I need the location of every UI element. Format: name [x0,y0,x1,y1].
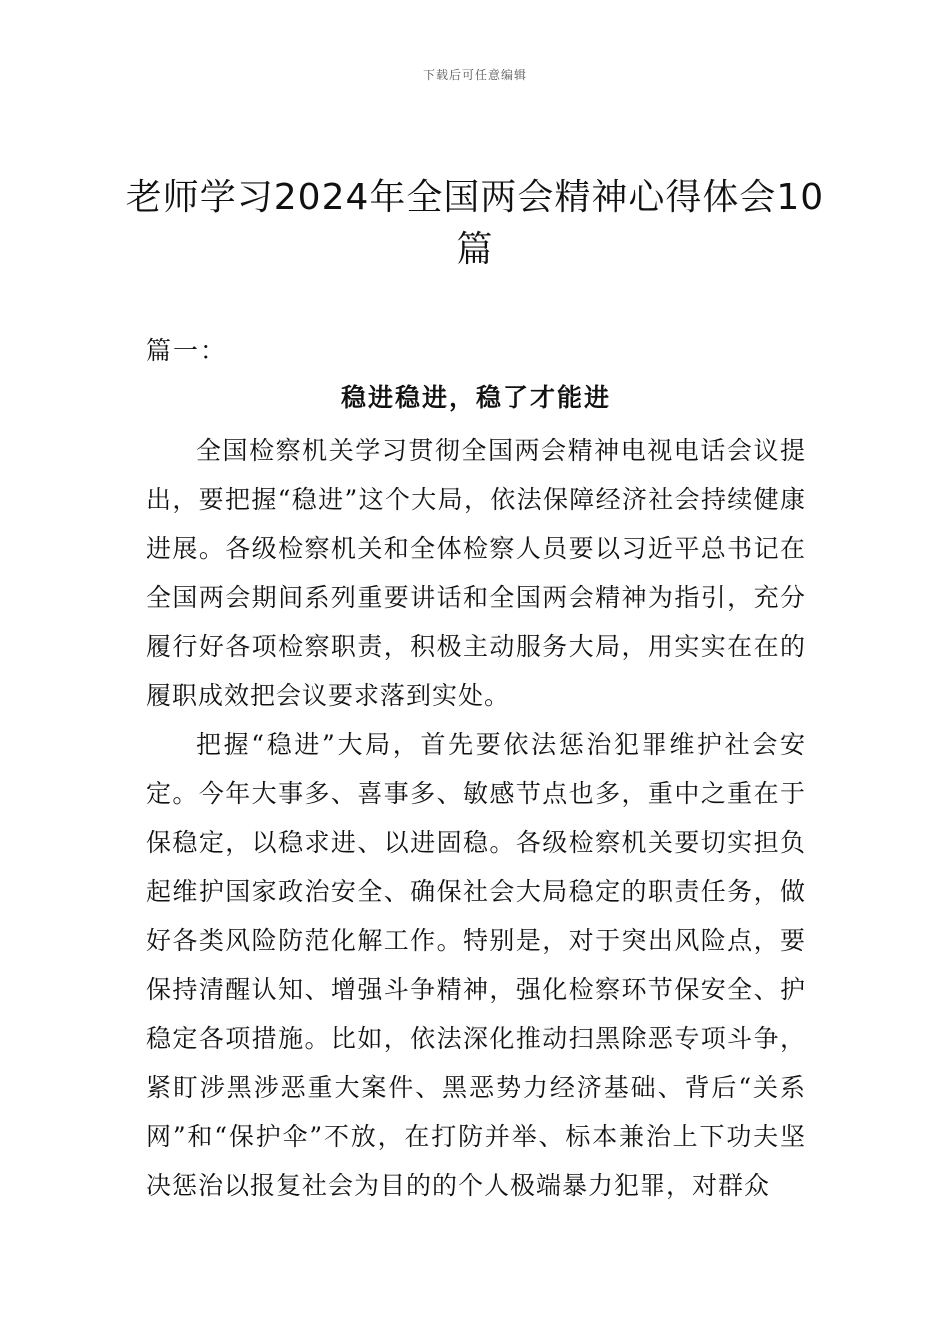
paragraph: 全国检察机关学习贯彻全国两会精神电视电话会议提出，要把握“稳进”这个大局，依法保障经济社会持续健康进展。各级检察机关和全体检察人员要以习近平总书记在全国两会期间系列重要讲话和全国两会精神为指引，充分履行好各项检察职责，积极主动服务大局，用实实在在的履职成效把会议要求落到实处。 [146,436,806,710]
paragraph: 把握“稳进”大局，首先要依法惩治犯罪维护社会安定。今年大事多、喜事多、敏感节点也多，重中之重在于保稳定，以稳求进、以进固稳。各级检察机关要切实担负起维护国家政治安全、确保社会大局稳定的职责任务，做好各类风险防范化解工作。特别是，对于突出风险点，要保持清醒认知、增强斗争精神，强化检察环节保安全、护稳定各项措施。比如，依法深化推动扫黑除恶专项斗争，紧盯涉黑涉恶重大案件、黑恶势力经济基础、背后“关系网”和“保护伞”不放，在打防并举、标本兼治上下功夫坚决惩治以报复社会为目的的个人极端暴力犯罪，对群众 [146,730,806,1200]
document-title: 老师学习2024年全国两会精神心得体会10篇 [125,177,825,270]
page-header-note: 下载后可任意编辑 [422,68,527,82]
document-body [146,426,806,1210]
section-title: 稳进稳进，稳了才能进 [340,383,611,412]
section-label: 篇一： [146,336,228,365]
